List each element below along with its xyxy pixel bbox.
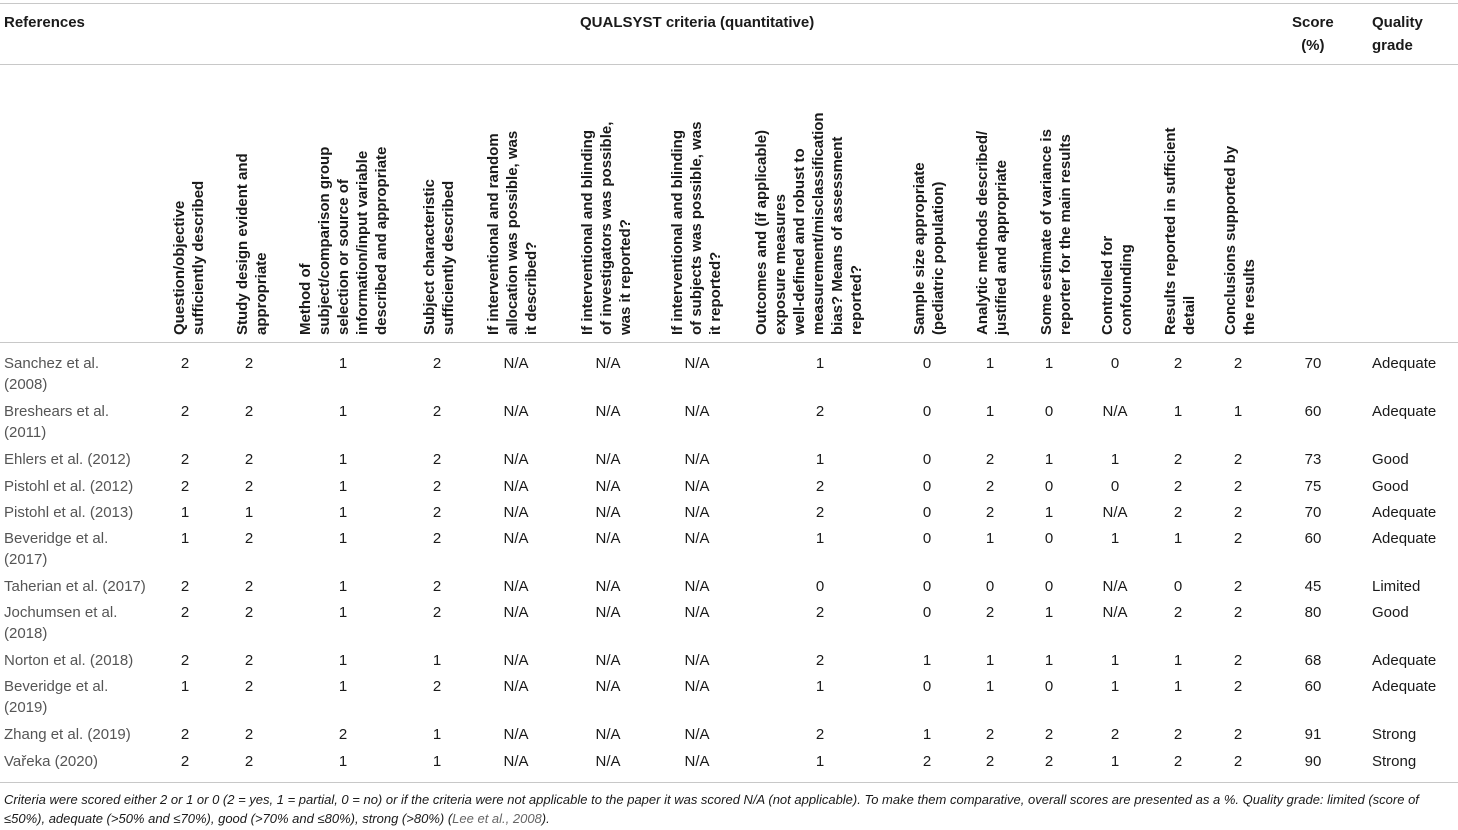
- criterion-score-cell: 1: [338, 504, 348, 521]
- criterion-score-cell: 1: [338, 578, 348, 595]
- top-rule: [0, 3, 1458, 4]
- criterion-score-cell: 1: [338, 678, 348, 695]
- criterion-score-cell: N/A: [684, 355, 710, 372]
- criterion-score-cell: 2: [432, 355, 442, 372]
- criterion-score-cell: N/A: [684, 530, 710, 547]
- criterion-score-cell: 1: [338, 530, 348, 547]
- criterion-label: [1098, 236, 1136, 335]
- reference-line: Pistohl et al. (2012): [4, 478, 134, 495]
- criterion-score-cell: N/A: [595, 604, 621, 621]
- criterion-score-cell: N/A: [684, 604, 710, 621]
- criterion-score-cell: 2: [985, 726, 995, 743]
- criterion-score-cell: 2: [432, 678, 442, 695]
- criterion-score-cell: N/A: [503, 504, 529, 521]
- criterion-score-cell: N/A: [503, 578, 529, 595]
- score-cell: 73: [1304, 451, 1322, 468]
- criterion-score-cell: 2: [432, 403, 442, 420]
- score-cell: 45: [1304, 578, 1322, 595]
- criterion-score-cell: 0: [922, 578, 932, 595]
- criterion-label-line: it reported?: [707, 251, 724, 335]
- criterion-label-line: If interventional and blinding: [579, 130, 596, 335]
- criterion-label-line: of subjects was possible, was: [688, 121, 705, 335]
- reference-line: Taherian et al. (2017): [4, 578, 146, 595]
- criterion-score-cell: 1: [180, 678, 190, 695]
- criterion-label-line: Conclusions supported by: [1222, 145, 1239, 335]
- criterion-score-cell: N/A: [503, 403, 529, 420]
- criterion-label-line: measurement/misclassification: [810, 112, 827, 335]
- criterion-score-cell: 2: [180, 753, 190, 770]
- criterion-score-cell: 2: [985, 604, 995, 621]
- criterion-label-line: Controlled for: [1099, 235, 1116, 335]
- criterion-score-cell: N/A: [1102, 604, 1128, 621]
- criterion-score-cell: 2: [985, 478, 995, 495]
- criterion-score-cell: 1: [1044, 652, 1054, 669]
- criterion-score-cell: 1: [815, 678, 825, 695]
- quality-grade-cell: Strong: [1372, 726, 1417, 743]
- criterion-label-line: allocation was possible, was: [504, 130, 521, 335]
- criterion-score-cell: 1: [1173, 530, 1183, 547]
- quality-grade-cell: Adequate: [1372, 678, 1437, 695]
- criterion-score-cell: 2: [244, 678, 254, 695]
- criterion-score-cell: 1: [338, 403, 348, 420]
- criterion-label: [1221, 146, 1259, 335]
- criterion-score-cell: N/A: [503, 678, 529, 695]
- criterion-score-cell: N/A: [595, 678, 621, 695]
- criterion-score-cell: 2: [1173, 604, 1183, 621]
- criterion-score-cell: 2: [432, 478, 442, 495]
- criterion-score-cell: 2: [432, 451, 442, 468]
- criterion-score-cell: 2: [1233, 355, 1243, 372]
- criterion-score-cell: N/A: [595, 726, 621, 743]
- reference-cell[interactable]: [4, 401, 154, 443]
- criterion-score-cell: 2: [244, 403, 254, 420]
- criterion-score-cell: 0: [1044, 678, 1054, 695]
- criterion-score-cell: 1: [338, 753, 348, 770]
- criterion-score-cell: 2: [338, 726, 348, 743]
- criterion-score-cell: N/A: [684, 753, 710, 770]
- reference-cell[interactable]: [4, 650, 154, 671]
- criterion-score-cell: 1: [432, 726, 442, 743]
- quality-grade-cell: Limited: [1372, 578, 1421, 595]
- criterion-score-cell: 2: [815, 726, 825, 743]
- criterion-score-cell: 2: [1044, 726, 1054, 743]
- criterion-score-cell: 2: [1173, 451, 1183, 468]
- criterion-label-line: justified and appropriate: [993, 159, 1010, 335]
- criterion-score-cell: 2: [1233, 726, 1243, 743]
- criterion-score-cell: 2: [1173, 504, 1183, 521]
- quality-grade-cell: Good: [1372, 478, 1409, 495]
- reference-line: (2019): [4, 699, 48, 716]
- quality-grade-cell: Adequate: [1372, 652, 1437, 669]
- criterion-label: [170, 181, 208, 335]
- criterion-score-cell: 1: [1044, 355, 1054, 372]
- criterion-score-cell: 2: [1173, 355, 1183, 372]
- criterion-score-cell: 1: [432, 753, 442, 770]
- criterion-label-line: the results: [1241, 259, 1258, 335]
- reference-line: (2008): [4, 376, 48, 393]
- reference-cell[interactable]: [4, 476, 154, 497]
- criteria-group-header: QUALSYST criteria (quantitative): [580, 14, 815, 31]
- criterion-score-cell: 0: [922, 604, 932, 621]
- criterion-label-line: subject/comparison group: [316, 146, 333, 335]
- quality-grade-cell: Adequate: [1372, 355, 1437, 372]
- reference-cell[interactable]: [4, 528, 154, 570]
- reference-cell[interactable]: [4, 676, 154, 718]
- criterion-score-cell: 0: [922, 478, 932, 495]
- criterion-score-cell: 2: [1233, 604, 1243, 621]
- criterion-score-cell: 2: [432, 504, 442, 521]
- quality-grade-cell: Strong: [1372, 753, 1417, 770]
- criterion-score-cell: 0: [1044, 530, 1054, 547]
- criterion-score-cell: 2: [815, 478, 825, 495]
- criterion-score-cell: N/A: [503, 726, 529, 743]
- criterion-score-cell: 2: [180, 726, 190, 743]
- reference-line: Norton et al. (2018): [4, 652, 134, 669]
- criterion-score-cell: 2: [180, 355, 190, 372]
- criterion-score-cell: 2: [180, 604, 190, 621]
- criterion-score-cell: 1: [815, 753, 825, 770]
- quality-grade-cell: Adequate: [1372, 403, 1437, 420]
- references-header: References: [4, 14, 85, 31]
- criterion-score-cell: 2: [922, 753, 932, 770]
- criterion-score-cell: N/A: [684, 678, 710, 695]
- reference-line: Zhang et al. (2019): [4, 726, 131, 743]
- reference-line: Jochumsen et al.: [4, 604, 118, 621]
- criterion-label-line: well-defined and robust to: [791, 148, 808, 335]
- criterion-score-cell: 2: [815, 403, 825, 420]
- criterion-label-line: reporter for the main results: [1057, 134, 1074, 335]
- quality-grade-cell: Adequate: [1372, 530, 1437, 547]
- criterion-score-cell: 2: [180, 578, 190, 595]
- criterion-score-cell: 1: [432, 652, 442, 669]
- criterion-score-cell: 1: [1233, 403, 1243, 420]
- criterion-score-cell: 1: [338, 604, 348, 621]
- criterion-label-line: appropriate: [253, 252, 270, 335]
- criterion-label: [420, 179, 458, 335]
- criterion-score-cell: 0: [1173, 578, 1183, 595]
- criterion-label: [910, 162, 948, 335]
- criterion-label: [973, 131, 1011, 335]
- criterion-score-cell: 1: [1110, 530, 1120, 547]
- reference-line: (2018): [4, 625, 48, 642]
- criterion-score-cell: N/A: [684, 652, 710, 669]
- score-cell: 70: [1304, 355, 1322, 372]
- quality-grade-header: Quality grade: [1372, 14, 1423, 54]
- reference-line: Beveridge et al.: [4, 530, 109, 547]
- criterion-score-cell: 2: [244, 478, 254, 495]
- criterion-label-line: selection or source of: [335, 179, 352, 335]
- criterion-score-cell: N/A: [1102, 578, 1128, 595]
- reference-line: (2011): [4, 424, 47, 441]
- criterion-score-cell: 0: [922, 504, 932, 521]
- reference-cell[interactable]: [4, 724, 154, 745]
- criterion-label: [578, 122, 635, 335]
- criterion-score-cell: 2: [985, 451, 995, 468]
- criterion-score-cell: 1: [1110, 753, 1120, 770]
- criterion-score-cell: 1: [985, 355, 995, 372]
- criterion-score-cell: 2: [815, 504, 825, 521]
- criterion-label-line: Method of: [297, 263, 314, 335]
- reference-line: Vařeka (2020): [4, 753, 98, 770]
- criterion-score-cell: 1: [338, 451, 348, 468]
- criterion-score-cell: 1: [815, 530, 825, 547]
- criterion-score-cell: 1: [1173, 403, 1183, 420]
- criterion-score-cell: 1: [922, 726, 932, 743]
- criterion-label-line: bias? Means of assessment: [829, 136, 846, 335]
- criterion-score-cell: N/A: [595, 652, 621, 669]
- criterion-score-cell: 1: [1110, 652, 1120, 669]
- quality-grade-cell: Adequate: [1372, 504, 1437, 521]
- criterion-label-line: If interventional and blinding: [669, 130, 686, 335]
- criterion-score-cell: N/A: [503, 355, 529, 372]
- criterion-score-cell: 0: [922, 355, 932, 372]
- criterion-score-cell: 1: [338, 652, 348, 669]
- criterion-score-cell: 2: [815, 604, 825, 621]
- criterion-score-cell: 1: [180, 530, 190, 547]
- criterion-score-cell: 2: [180, 451, 190, 468]
- criterion-label-line: (pediatric population): [930, 181, 947, 335]
- criterion-score-cell: 1: [338, 355, 348, 372]
- criterion-score-cell: 0: [922, 678, 932, 695]
- criterion-score-cell: 0: [815, 578, 825, 595]
- score-cell: 68: [1304, 652, 1322, 669]
- criterion-score-cell: 2: [244, 753, 254, 770]
- criterion-label: [296, 147, 391, 335]
- criterion-score-cell: 1: [1173, 652, 1183, 669]
- criterion-score-cell: N/A: [684, 504, 710, 521]
- bottom-rule: [0, 782, 1458, 783]
- criterion-score-cell: 1: [922, 652, 932, 669]
- criterion-score-cell: 2: [244, 726, 254, 743]
- criterion-label-line: was it reported?: [617, 219, 634, 335]
- criterion-score-cell: N/A: [684, 403, 710, 420]
- score-cell: 90: [1304, 753, 1322, 770]
- reference-line: Pistohl et al. (2013): [4, 504, 134, 521]
- criterion-score-cell: 2: [1173, 478, 1183, 495]
- criterion-score-cell: 1: [985, 652, 995, 669]
- reference-cell[interactable]: [4, 751, 154, 772]
- criterion-label-line: Question/objective: [171, 200, 188, 335]
- criterion-label-line: Outcomes and (if applicable): [753, 129, 770, 335]
- criterion-score-cell: 1: [1110, 678, 1120, 695]
- score-cell: 75: [1304, 478, 1322, 495]
- criterion-score-cell: N/A: [684, 451, 710, 468]
- criterion-score-cell: 1: [815, 451, 825, 468]
- reference-cell[interactable]: [4, 576, 154, 597]
- criterion-score-cell: 2: [1233, 678, 1243, 695]
- criterion-score-cell: 2: [1233, 753, 1243, 770]
- criterion-score-cell: N/A: [684, 478, 710, 495]
- criterion-score-cell: 2: [1110, 726, 1120, 743]
- reference-line: Beveridge et al.: [4, 678, 109, 695]
- criterion-score-cell: 2: [244, 355, 254, 372]
- score-cell: 70: [1304, 504, 1322, 521]
- criterion-score-cell: 2: [1173, 726, 1183, 743]
- criterion-score-cell: 2: [244, 652, 254, 669]
- criterion-score-cell: N/A: [595, 451, 621, 468]
- criterion-label-line: Analytic methods described/: [974, 130, 991, 335]
- criterion-label-line: Study design evident and: [234, 153, 251, 335]
- reference-cell[interactable]: [4, 353, 154, 395]
- criterion-score-cell: 1: [180, 504, 190, 521]
- criterion-score-cell: 2: [1044, 753, 1054, 770]
- criterion-score-cell: N/A: [503, 652, 529, 669]
- criterion-label-line: reported?: [848, 264, 865, 335]
- criterion-score-cell: 2: [180, 652, 190, 669]
- criterion-score-cell: 0: [1110, 478, 1120, 495]
- criterion-score-cell: N/A: [684, 578, 710, 595]
- criterion-label-line: it described?: [523, 241, 540, 335]
- criterion-label-line: Subject characteristic: [421, 179, 438, 335]
- criterion-score-cell: 1: [338, 478, 348, 495]
- criterion-score-cell: 2: [180, 403, 190, 420]
- reference-cell[interactable]: [4, 449, 154, 470]
- criterion-label: [668, 122, 725, 335]
- criterion-score-cell: 0: [922, 530, 932, 547]
- criterion-score-cell: 2: [1233, 504, 1243, 521]
- table-footnote: Criteria were scored either 2 or 1 or 0 (2 = yes, 1 = partial, 0 = no) or if the criteria were not applicable to the paper it was scored N/A (not applicable). To make them comparative, overall scores are presented as a %. Quality grade: limited (score of ≤50%), adequate (>50% and ≤70%), good (>70% and ≤80%), strong (>80%) (Lee et al., 2008).: [4, 792, 1419, 826]
- criterion-score-cell: N/A: [503, 451, 529, 468]
- criterion-score-cell: 1: [985, 530, 995, 547]
- criterion-score-cell: 2: [1173, 753, 1183, 770]
- criterion-score-cell: 2: [432, 604, 442, 621]
- criterion-score-cell: N/A: [595, 753, 621, 770]
- criterion-label-line: Results reported in sufficient: [1162, 127, 1179, 335]
- criterion-score-cell: N/A: [503, 478, 529, 495]
- criterion-score-cell: 2: [180, 478, 190, 495]
- criterion-label-line: sufficiently described: [190, 180, 207, 335]
- score-cell: 60: [1304, 678, 1322, 695]
- criterion-score-cell: 1: [1044, 451, 1054, 468]
- reference-line: Ehlers et al. (2012): [4, 451, 131, 468]
- score-cell: 80: [1304, 604, 1322, 621]
- criterion-score-cell: 0: [922, 403, 932, 420]
- reference-cell[interactable]: [4, 602, 154, 644]
- criterion-score-cell: 1: [1044, 604, 1054, 621]
- criterion-label-line: If interventional and random: [485, 133, 502, 335]
- criterion-label-line: sufficiently described: [440, 180, 457, 335]
- quality-grade-cell: Good: [1372, 604, 1409, 621]
- score-cell: 60: [1304, 403, 1322, 420]
- score-header: Score (%): [1292, 14, 1334, 54]
- criterion-label: [752, 112, 866, 335]
- criterion-score-cell: 0: [1044, 478, 1054, 495]
- criterion-label-line: exposure measures: [772, 194, 789, 335]
- criterion-score-cell: N/A: [595, 578, 621, 595]
- reference-line: (2017): [4, 551, 48, 568]
- criterion-score-cell: N/A: [503, 604, 529, 621]
- reference-line: Sanchez et al.: [4, 355, 100, 372]
- criterion-score-cell: N/A: [595, 478, 621, 495]
- criterion-label-line: Some estimate of variance is: [1038, 129, 1055, 335]
- criterion-score-cell: N/A: [595, 403, 621, 420]
- quality-grade-cell: Good: [1372, 451, 1409, 468]
- criterion-score-cell: 2: [432, 530, 442, 547]
- criterion-score-cell: 1: [1110, 451, 1120, 468]
- criterion-label-line: information/input variable: [354, 150, 371, 335]
- score-cell: 60: [1304, 530, 1322, 547]
- criterion-score-cell: N/A: [1102, 403, 1128, 420]
- criterion-score-cell: 2: [1233, 478, 1243, 495]
- criterion-score-cell: 2: [1233, 530, 1243, 547]
- criterion-score-cell: 1: [985, 678, 995, 695]
- criterion-score-cell: 0: [922, 451, 932, 468]
- citation-link[interactable]: Lee et al., 2008: [452, 811, 542, 826]
- criteria-rule: [0, 342, 1458, 343]
- criterion-score-cell: 2: [244, 604, 254, 621]
- criterion-score-cell: 2: [1233, 578, 1243, 595]
- criterion-score-cell: N/A: [503, 753, 529, 770]
- header-rule: [0, 64, 1458, 65]
- criterion-score-cell: 2: [244, 578, 254, 595]
- criterion-score-cell: 2: [1233, 451, 1243, 468]
- criterion-score-cell: 2: [244, 530, 254, 547]
- criterion-label-line: confounding: [1118, 244, 1135, 335]
- criterion-label: [1037, 129, 1075, 335]
- criterion-score-cell: 1: [244, 504, 254, 521]
- criterion-score-cell: 2: [432, 578, 442, 595]
- reference-cell[interactable]: [4, 502, 154, 523]
- criterion-label: [484, 131, 541, 335]
- criterion-score-cell: 2: [985, 504, 995, 521]
- criterion-score-cell: 0: [1044, 403, 1054, 420]
- criterion-score-cell: N/A: [595, 355, 621, 372]
- criterion-score-cell: 0: [985, 578, 995, 595]
- criterion-label-line: of investigators was possible,: [598, 121, 615, 335]
- criterion-score-cell: 2: [1233, 652, 1243, 669]
- criterion-score-cell: N/A: [503, 530, 529, 547]
- criterion-label-line: described and appropriate: [373, 146, 390, 335]
- criterion-score-cell: 1: [1044, 504, 1054, 521]
- reference-line: Breshears et al.: [4, 403, 110, 420]
- criterion-score-cell: 1: [1173, 678, 1183, 695]
- criterion-label-line: Sample size appropriate: [911, 162, 928, 335]
- criterion-score-cell: N/A: [595, 504, 621, 521]
- criterion-label: [233, 153, 271, 335]
- criterion-score-cell: N/A: [1102, 504, 1128, 521]
- criterion-score-cell: 2: [244, 451, 254, 468]
- criterion-score-cell: N/A: [595, 530, 621, 547]
- criterion-score-cell: 2: [985, 753, 995, 770]
- criterion-label-line: detail: [1181, 295, 1198, 335]
- score-cell: 91: [1304, 726, 1322, 743]
- criterion-score-cell: 1: [985, 403, 995, 420]
- criterion-score-cell: N/A: [684, 726, 710, 743]
- criterion-label: [1161, 127, 1199, 335]
- criterion-score-cell: 0: [1110, 355, 1120, 372]
- criterion-score-cell: 1: [815, 355, 825, 372]
- criterion-score-cell: 0: [1044, 578, 1054, 595]
- criterion-score-cell: 2: [815, 652, 825, 669]
